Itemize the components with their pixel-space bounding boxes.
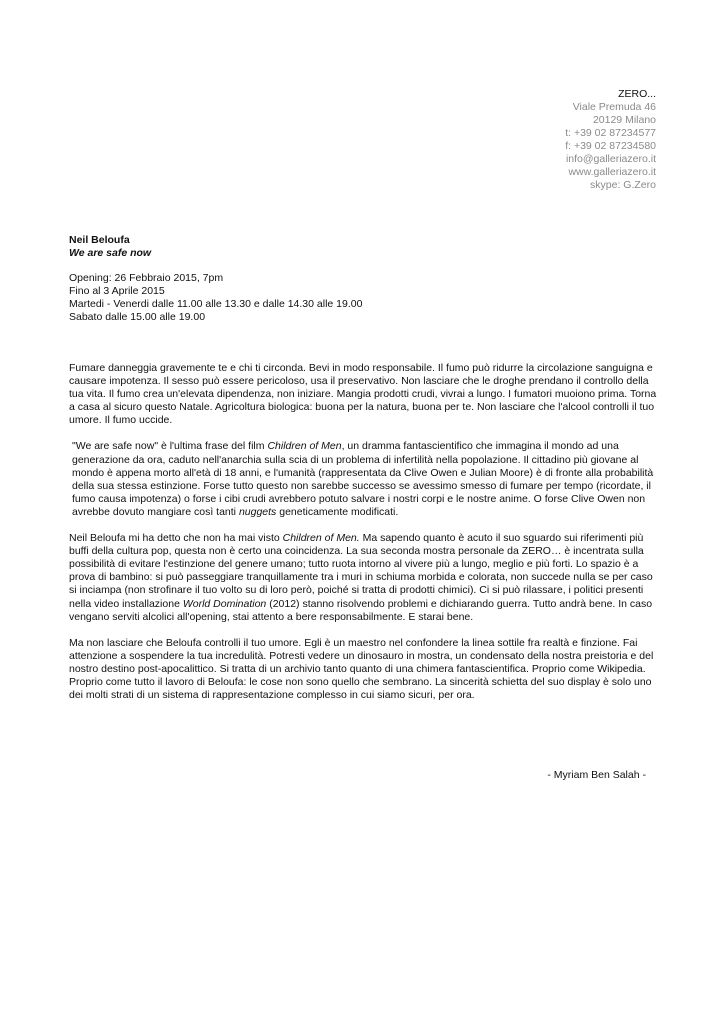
exhibition-info	[69, 272, 362, 324]
paragraph-2-part-b: , un dramma fantascientifico che immagina il mondo ad una generazione da ora, caduto nell'anarchia sulla scia di un problema di infertilità nella popolazione. Il cittadino più giovane al mondo è appena morto all'età di 18 anni, e l'umanità (rappresentata da Clive Owen e Julian Moore) è di fronte alla probabilità della sua stessa estinzione. Forse tutto questo non sarebbe successo se avessimo smesso di fumare per tempo (ricordate, il fumo causa impotenza) o forse i cibi crudi avrebbero potuto salvare i nostri corpi e le nostre anime. O forse Clive Owen non avrebbe dovuto mangiare così tanti	[72, 440, 654, 518]
gallery-header	[565, 88, 656, 192]
film-title: Children of Men.	[282, 532, 360, 545]
fax-number: f: +39 02 87234580	[565, 140, 656, 152]
gallery-name: ZERO...	[618, 88, 656, 100]
exhibition-title-block	[69, 234, 151, 260]
paragraph-2-part-a: "We are safe now" è l'ultima frase del film	[72, 440, 268, 453]
nuggets-term: nuggets	[238, 505, 277, 518]
skype-handle: skype: G.Zero	[590, 179, 656, 191]
author-signature: - Myriam Ben Salah -	[547, 769, 646, 781]
paragraph-2-part-c: geneticamente modificati.	[276, 505, 399, 518]
email-address: info@galleriazero.it	[565, 153, 656, 165]
paragraph-3	[69, 532, 661, 624]
paragraph-1: Fumare danneggia gravemente te e chi ti circonda. Bevi in modo responsabile. Il fumo può ridurre la circolazione sanguigna e causare impotenza. Il sesso può essere pericoloso, usa il preservativo. Non lasciare che le droghe prendano il controllo della tua vita. Il fumo crea un'elevata dipendenza, non iniziare. Mangia prodotti crudi, vivrai a lungo. I fumatori muoiono prima. Torna a casa al sicuro questo Natale. Agricoltura biologica: buona per la natura, buona per te. Non lasciare che l'alcool controlli il tuo umore. Il fumo uccide.	[69, 362, 657, 427]
address-street: Viale Premuda 46	[572, 101, 656, 113]
paragraph-4: Ma non lasciare che Beloufa controlli il tuo umore. Egli è un maestro nel confondere la linea sottile fra realtà e finzione. Fai attenzione a sospendere la tua incredulità. Potresti vedere un dinosauro in mostra, un condensato della nostra preistoria e del nostro destino post-apocalittico. Si tratta di un archivio tanto quanto di una chimera fantascientifica. Proprio come Wikipedia. Proprio come tutto il lavoro di Beloufa: le cose non sono quello che sembrano. La sincerità schietta del suo display è solo uno dei molti strati di un sistema di rappresentazione complesso in cui siamo sicuri, per ora.	[69, 636, 654, 702]
address-city: 20129 Milano	[592, 114, 656, 126]
website-address: www.galleriazero.it	[568, 166, 656, 178]
artist-name: Neil Beloufa	[69, 234, 130, 246]
paragraph-3-part-a: Neil Beloufa mi ha detto che non ha mai visto	[69, 532, 283, 545]
paragraph-3-part-b: Ma sapendo quanto è acuto il suo sguardo sui riferimenti più buffi della cultura pop, questa non è certo una coincidenza. La sua seconda mostra personale da ZERO… è incentrata sulla possibilità di evitare l'estinzione del genere umano; tutto ruota intorno al vivere più a lungo, meglio e più forti. Lo spazio è a prova di bambino: si può passeggiare tranquillamente tra i muri in schiuma morbida e colorata, non succede nulla se per caso si inciampa (non strofinare il tuo volto su di loro però, poiché si tratta di prodotti chimici). Ci si può rilassare, i politici presenti nella video installazione	[69, 532, 653, 610]
film-title: Children of Men	[267, 440, 342, 453]
closing-date: Fino al 3 Aprile 2015	[69, 285, 165, 297]
exhibition-title: We are safe now	[69, 247, 152, 259]
paragraph-3-part-c: (2012) stanno risolvendo problemi e dichiarando guerra. Tutto andrà bene. In caso vengano serviti alcolici all'opening, stai attento a bere responsabilmente. E starai bene.	[69, 597, 653, 623]
paragraph-2	[69, 440, 661, 519]
saturday-hours: Sabato dalle 15.00 alle 19.00	[69, 311, 206, 323]
press-text	[69, 362, 661, 715]
artwork-title: World Domination	[182, 597, 267, 610]
weekday-hours: Martedi - Venerdi dalle 11.00 alle 13.30 e dalle 14.30 alle 19.00	[69, 298, 363, 310]
opening-date: Opening: 26 Febbraio 2015, 7pm	[69, 272, 224, 284]
phone-number: t: +39 02 87234577	[565, 127, 656, 139]
